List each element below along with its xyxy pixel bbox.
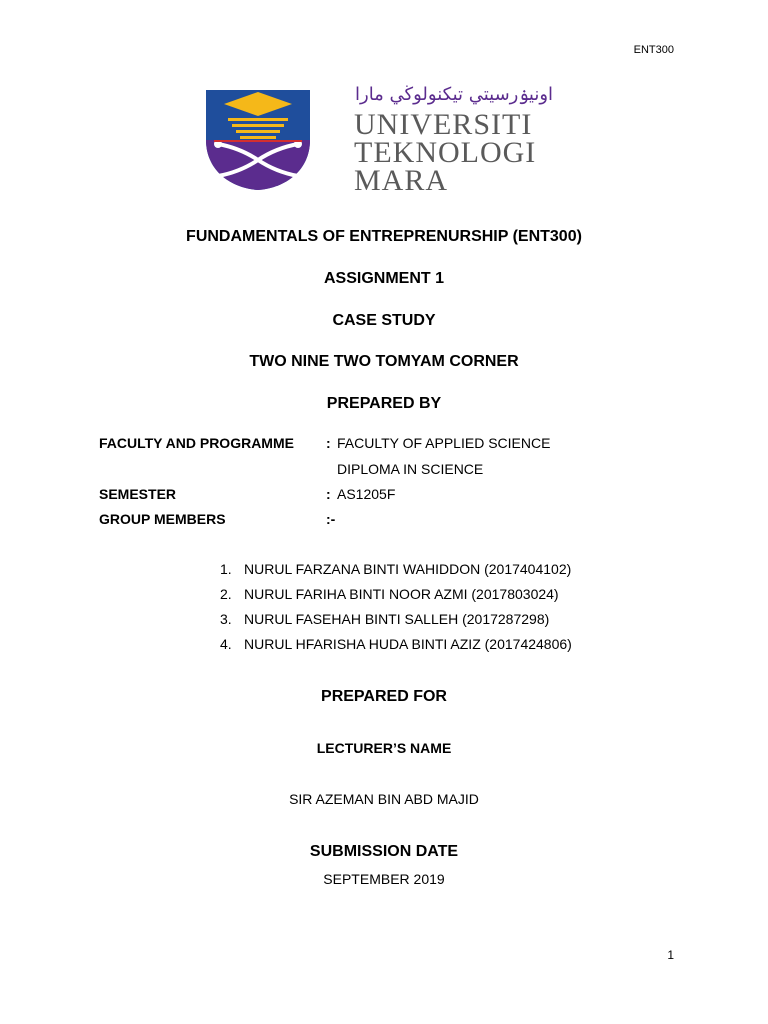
page-number: 1 <box>667 948 674 962</box>
prepared-for-heading: PREPARED FOR <box>321 688 447 705</box>
course-code-header: ENT300 <box>633 44 674 56</box>
logo-text-line3: MARA <box>354 164 449 197</box>
semester-label: SEMESTER <box>99 486 177 502</box>
semester-separator: : <box>326 486 331 502</box>
logo-text-line2: TEKNOLOGI <box>354 136 537 169</box>
member-number: 3. <box>220 611 232 627</box>
faculty-label: FACULTY AND PROGRAMME <box>99 435 294 451</box>
assignment-title: ASSIGNMENT 1 <box>323 270 444 287</box>
uitm-logo <box>200 82 590 196</box>
submission-date-value: SEPTEMBER 2019 <box>323 871 445 887</box>
case-study-title: CASE STUDY <box>332 312 436 329</box>
member-name: NURUL FARZANA BINTI WAHIDDON (2017404102) <box>244 561 572 577</box>
group-members-label: GROUP MEMBERS <box>99 511 226 527</box>
member-number: 1. <box>220 561 232 577</box>
member-name: NURUL FASEHAH BINTI SALLEH (2017287298) <box>244 611 550 627</box>
member-number: 4. <box>220 636 232 652</box>
programme-value: DIPLOMA IN SCIENCE <box>337 461 484 477</box>
member-name: NURUL HFARISHA HUDA BINTI AZIZ (2017424806) <box>244 636 572 652</box>
semester-value: AS1205F <box>337 486 396 502</box>
faculty-separator: : <box>326 435 331 451</box>
submission-date-heading: SUBMISSION DATE <box>309 843 459 860</box>
lecturer-label: LECTURER’S NAME <box>316 740 452 756</box>
arabic-jawi-name: اونيۏرسيتي تيكنولوڬي مارا <box>355 84 554 105</box>
course-title: FUNDAMENTALS OF ENTREPRENURSHIP (ENT300) <box>186 228 582 245</box>
prepared-by-heading: PREPARED BY <box>326 395 442 412</box>
subject-title: TWO NINE TWO TOMYAM CORNER <box>249 353 519 370</box>
faculty-value: FACULTY OF APPLIED SCIENCE <box>337 435 551 451</box>
lecturer-name: SIR AZEMAN BIN ABD MAJID <box>289 791 479 807</box>
logo-text-line1: UNIVERSITI <box>354 108 533 141</box>
member-number: 2. <box>220 586 232 602</box>
member-name: NURUL FARIHA BINTI NOOR AZMI (2017803024) <box>244 586 559 602</box>
group-members-separator: :- <box>326 511 336 527</box>
